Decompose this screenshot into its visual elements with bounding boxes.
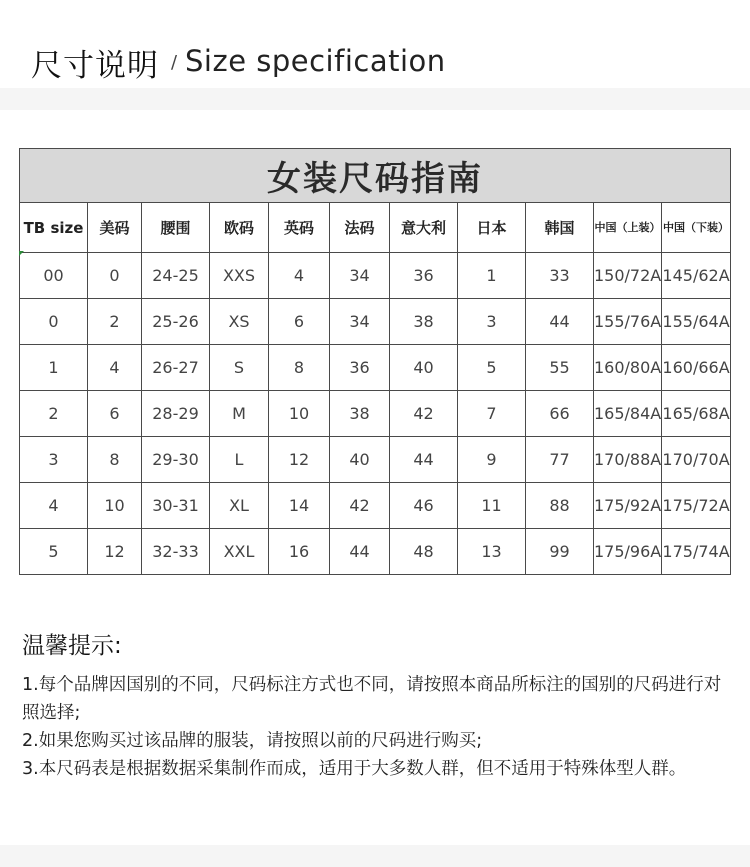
table-cell: 155/76A xyxy=(594,299,662,345)
col-header-cn-top: 中国（上装） xyxy=(594,203,662,253)
table-cell: 170/88A xyxy=(594,437,662,483)
table-cell: 44 xyxy=(330,529,390,575)
table-cell: 165/68A xyxy=(662,391,731,437)
table-cell: 36 xyxy=(390,253,458,299)
table-row xyxy=(20,437,731,483)
table-cell: 14 xyxy=(269,483,330,529)
table-cell: 12 xyxy=(269,437,330,483)
table-title: 女装尺码指南 xyxy=(20,149,731,203)
table-cell: 8 xyxy=(269,345,330,391)
table-cell: 170/70A xyxy=(662,437,731,483)
table-cell: 3 xyxy=(458,299,526,345)
table-cell: 1 xyxy=(458,253,526,299)
table-cell: 12 xyxy=(88,529,142,575)
table-cell: S xyxy=(210,345,269,391)
table-cell: 165/84A xyxy=(594,391,662,437)
page-title-en: Size specification xyxy=(185,44,446,78)
table-cell: 9 xyxy=(458,437,526,483)
table-cell: 2 xyxy=(88,299,142,345)
table-cell: 155/64A xyxy=(662,299,731,345)
table-cell: 00 xyxy=(20,253,88,299)
page-title-cn: 尺寸说明 xyxy=(31,48,159,84)
col-header-us: 美码 xyxy=(88,203,142,253)
table-cell: 0 xyxy=(20,299,88,345)
table-cell: 5 xyxy=(458,345,526,391)
table-cell: 44 xyxy=(526,299,594,345)
table-cell: 28-29 xyxy=(142,391,210,437)
table-cell: 25-26 xyxy=(142,299,210,345)
header xyxy=(0,0,750,88)
table-cell: 10 xyxy=(269,391,330,437)
table-cell: 42 xyxy=(390,391,458,437)
table-cell: 40 xyxy=(330,437,390,483)
table-row xyxy=(20,391,731,437)
table-cell: 11 xyxy=(458,483,526,529)
title-separator: / xyxy=(171,52,178,73)
table-row xyxy=(20,253,731,299)
table-cell: 36 xyxy=(330,345,390,391)
table-cell: 38 xyxy=(330,391,390,437)
table-cell: 30-31 xyxy=(142,483,210,529)
table-cell: 34 xyxy=(330,253,390,299)
table-cell: XXL xyxy=(210,529,269,575)
table-cell: 26-27 xyxy=(142,345,210,391)
bottom-band xyxy=(0,845,750,867)
table-cell: 175/74A xyxy=(662,529,731,575)
table-header-row xyxy=(20,203,731,253)
table-cell: 2 xyxy=(20,391,88,437)
table-cell: 3 xyxy=(20,437,88,483)
table-cell: 99 xyxy=(526,529,594,575)
top-band xyxy=(0,88,750,110)
tip-item: 3.本尺码表是根据数据采集制作而成，适用于大多数人群，但不适用于特殊体型人群。 xyxy=(22,759,687,779)
cell-corner-mark xyxy=(19,251,24,256)
table-cell: M xyxy=(210,391,269,437)
table-cell: 6 xyxy=(269,299,330,345)
table-cell: 34 xyxy=(330,299,390,345)
tips-title: 温馨提示: xyxy=(22,633,122,659)
table-cell: L xyxy=(210,437,269,483)
table-cell: 8 xyxy=(88,437,142,483)
table-cell: 13 xyxy=(458,529,526,575)
table-cell: 5 xyxy=(20,529,88,575)
col-header-jp: 日本 xyxy=(458,203,526,253)
tip-item: 2.如果您购买过该品牌的服装，请按照以前的尺码进行购买; xyxy=(22,731,483,751)
col-header-eu: 欧码 xyxy=(210,203,269,253)
table-cell: 66 xyxy=(526,391,594,437)
table-row xyxy=(20,345,731,391)
table-cell: 175/72A xyxy=(662,483,731,529)
table-cell: 150/72A xyxy=(594,253,662,299)
table-cell: 29-30 xyxy=(142,437,210,483)
size-chart-table xyxy=(19,148,731,575)
table-cell: 1 xyxy=(20,345,88,391)
table-cell: 7 xyxy=(458,391,526,437)
col-header-fr: 法码 xyxy=(330,203,390,253)
table-cell: XL xyxy=(210,483,269,529)
table-cell: 10 xyxy=(88,483,142,529)
table-cell: XXS xyxy=(210,253,269,299)
table-cell: 24-25 xyxy=(142,253,210,299)
col-header-uk: 英码 xyxy=(269,203,330,253)
col-header-it: 意大利 xyxy=(390,203,458,253)
col-header-waist: 腰围 xyxy=(142,203,210,253)
table-cell: 4 xyxy=(88,345,142,391)
table-cell: 55 xyxy=(526,345,594,391)
table-cell: 48 xyxy=(390,529,458,575)
table-cell: 77 xyxy=(526,437,594,483)
table-row xyxy=(20,299,731,345)
table-cell: 40 xyxy=(390,345,458,391)
table-cell: 160/80A xyxy=(594,345,662,391)
table-row xyxy=(20,483,731,529)
table-cell: 175/92A xyxy=(594,483,662,529)
table-cell: 4 xyxy=(269,253,330,299)
table-cell: 0 xyxy=(88,253,142,299)
tips-list xyxy=(22,671,734,783)
table-cell: 175/96A xyxy=(594,529,662,575)
table-cell: 42 xyxy=(330,483,390,529)
table-cell: 16 xyxy=(269,529,330,575)
table-cell: 33 xyxy=(526,253,594,299)
table-cell: 88 xyxy=(526,483,594,529)
table-cell: 6 xyxy=(88,391,142,437)
table-cell: 160/66A xyxy=(662,345,731,391)
table-cell: 38 xyxy=(390,299,458,345)
col-header-cn-bottom: 中国（下装） xyxy=(662,203,731,253)
table-row xyxy=(20,529,731,575)
table-cell: XS xyxy=(210,299,269,345)
table-cell: 46 xyxy=(390,483,458,529)
table-cell: 44 xyxy=(390,437,458,483)
col-header-kr: 韩国 xyxy=(526,203,594,253)
table-cell: 4 xyxy=(20,483,88,529)
col-header-tb-size: TB size xyxy=(20,203,88,253)
tip-item: 1.每个品牌因国别的不同，尺码标注方式也不同，请按照本商品所标注的国别的尺码进行对照选择; xyxy=(22,675,722,723)
table-cell: 145/62A xyxy=(662,253,731,299)
table-cell: 32-33 xyxy=(142,529,210,575)
